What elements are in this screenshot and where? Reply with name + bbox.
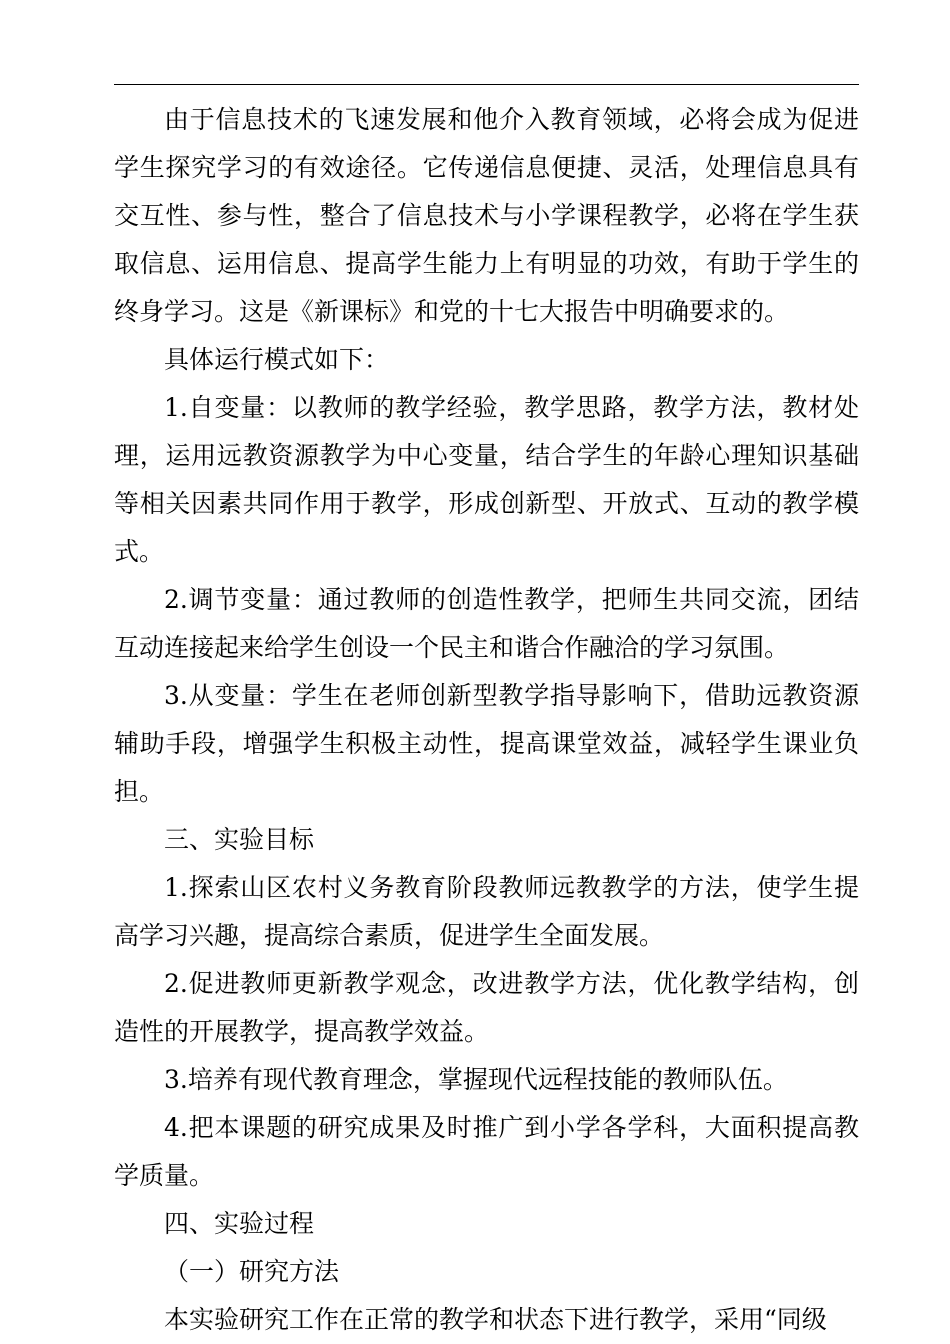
section-heading-goals: 三、实验目标: [164, 825, 315, 854]
paragraph-goal-3: 3.培养有现代教育理念，掌握现代远程技能的教师队伍。: [164, 1065, 788, 1094]
paragraph-independent-variable: 1.自变量：以教师的教学经验，教学思路，教学方法，教材处理，运用远教资源教学为中心变量，结合学生的年龄心理知识基础等相关因素共同作用于教学，形成创新型、开放式、互动的教学模式。: [114, 393, 859, 566]
header-divider: [114, 84, 859, 85]
paragraph-goal-2: 2.促进教师更新教学观念，改进教学方法，优化教学结构，创造性的开展教学，提高教学效益。: [114, 969, 859, 1046]
paragraph-dependent-variable: 3.从变量：学生在老师创新型教学指导影响下，借助远教资源辅助手段，增强学生积极主动性，提高课堂效益，减轻学生课业负担。: [114, 681, 859, 806]
document-body: [114, 96, 859, 1344]
paragraph-goal-1: 1.探索山区农村义务教育阶段教师远教教学的方法，使学生提高学习兴趣，提高综合素质，促进学生全面发展。: [114, 873, 859, 950]
subsection-heading-methods: （一）研究方法: [164, 1257, 340, 1286]
section-heading-process: 四、实验过程: [164, 1209, 315, 1238]
paragraph-goal-4: 4.把本课题的研究成果及时推广到小学各学科，大面积提高教学质量。: [114, 1113, 859, 1190]
paragraph-mode-heading: 具体运行模式如下：: [164, 345, 390, 374]
paragraph-methods: 本实验研究工作在正常的教学和状态下进行教学，采用“同级: [164, 1305, 827, 1334]
paragraph-intro: 由于信息技术的飞速发展和他介入教育领域，必将会成为促进学生探究学习的有效途径。它传递信息便捷、灵活，处理信息具有交互性、参与性，整合了信息技术与小学课程教学，必将在学生获取信息、运用信息、提高学生能力上有明显的功效，有助于学生的终身学习。这是《新课标》和党的十七大报告中明确要求的。: [114, 105, 859, 326]
paragraph-moderating-variable: 2.调节变量：通过教师的创造性教学，把师生共同交流，团结互动连接起来给学生创设一个民主和谐合作融洽的学习氛围。: [114, 585, 859, 662]
